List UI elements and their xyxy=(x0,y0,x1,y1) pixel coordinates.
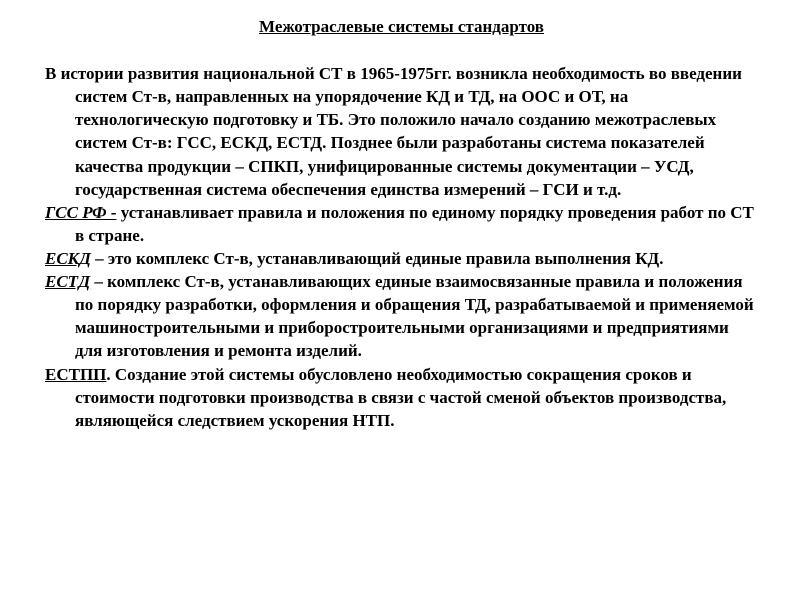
paragraph-gss-rf-text: устанавливает правила и положения по единому порядку проведения работ по СТ в стране. xyxy=(75,202,754,245)
paragraph-gss-rf xyxy=(45,201,758,247)
term-gss-rf: ГСС РФ - xyxy=(45,202,117,222)
paragraph-estpp-text: . Создание этой системы обусловлено необходимостью сокращения сроков и стоимости подготовки производства в связи с частой сменой объектов производства, являющейся следствием ускорения НТП. xyxy=(75,364,727,430)
paragraph-estpp xyxy=(45,363,758,432)
paragraph-eskd-text: – это комплекс Ст-в, устанавливающий единые правила выполнения КД. xyxy=(90,248,664,268)
page-title: Межотраслевые системы стандартов xyxy=(259,17,544,36)
paragraph-intro-text: В истории развития национальной СТ в 1965-1975гг. возникла необходимость во введении систем Ст-в, направленных на упорядочение КД и ТД, на ООС и ОТ, на технологическую подготовку и ТБ. Это положило начало созданию межотраслевых систем Ст-в: ГСС, ЕСКД, ЕСТД. Позднее были разработаны система показателей качества продукции – СПКП, унифицированные системы документации – УСД, государственная система обеспечения единства измерений – ГСИ и т.д. xyxy=(45,64,742,199)
term-estpp: ЕСТПП xyxy=(45,364,107,384)
term-estd: ЕСТД xyxy=(45,272,91,292)
paragraph-eskd xyxy=(45,247,758,270)
paragraph-estd-text: – комплекс Ст-в, устанавливающих единые взаимосвязанные правила и положения по порядку разработки, оформления и обращения ТД, разрабатываемой и применяемой машиностроительными и приборостроительными организациями и предприятиями для изготовления и ремонта изделий. xyxy=(75,272,754,361)
paragraph-estd xyxy=(45,270,758,362)
paragraph-intro xyxy=(45,62,758,201)
term-eskd: ЕСКД xyxy=(45,248,91,268)
